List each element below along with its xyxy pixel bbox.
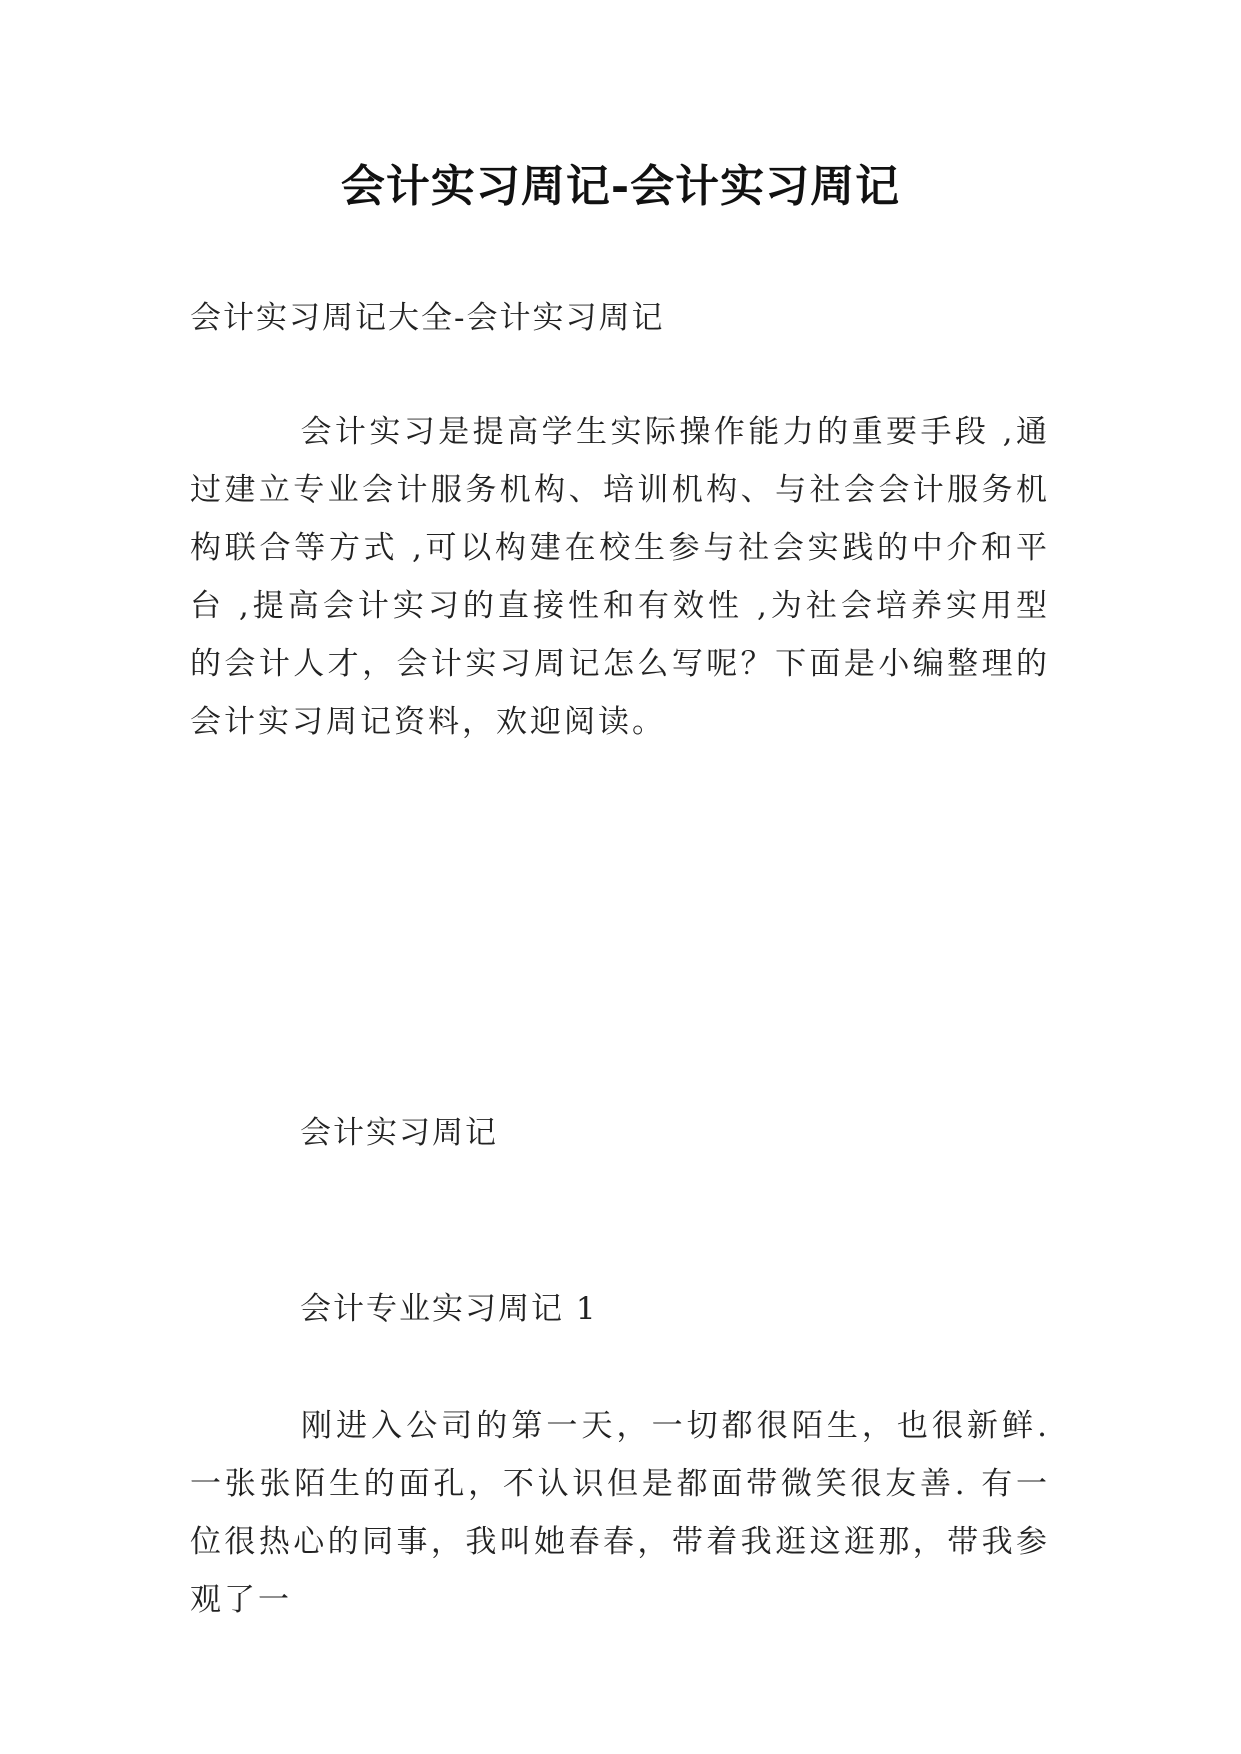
document-subtitle: 会计实习周记大全-会计实习周记 (190, 300, 665, 336)
intro-paragraph (190, 403, 1050, 751)
entry-paragraph (190, 1397, 1050, 1629)
entry-heading: 会计专业实习周记 1 (300, 1291, 598, 1327)
document-title: 会计实习周记-会计实习周记 (340, 161, 901, 212)
section-heading: 会计实习周记 (300, 1115, 498, 1151)
entry-paragraph-text: 刚进入公司的第一天，一切都很陌生，也很新鲜. 一张张陌生的面孔，不认识但是都面带微笑很友善. 有一位很热心的同事，我叫她春春，带着我逛这逛那，带我参观了一 (190, 1408, 1050, 1618)
intro-paragraph-text: 会计实习是提高学生实际操作能力的重要手段 ,通过建立专业会计服务机构、培训机构、与社会会计服务机构联合等方式 ,可以构建在校生参与社会实践的中介和平台 ,提高会计实习的直接性和有效性 ,为社会培养实用型的会计人才，会计实习周记怎么写呢？下面是小编整理的会计实习周记资料，欢迎阅读。 (190, 414, 1050, 740)
